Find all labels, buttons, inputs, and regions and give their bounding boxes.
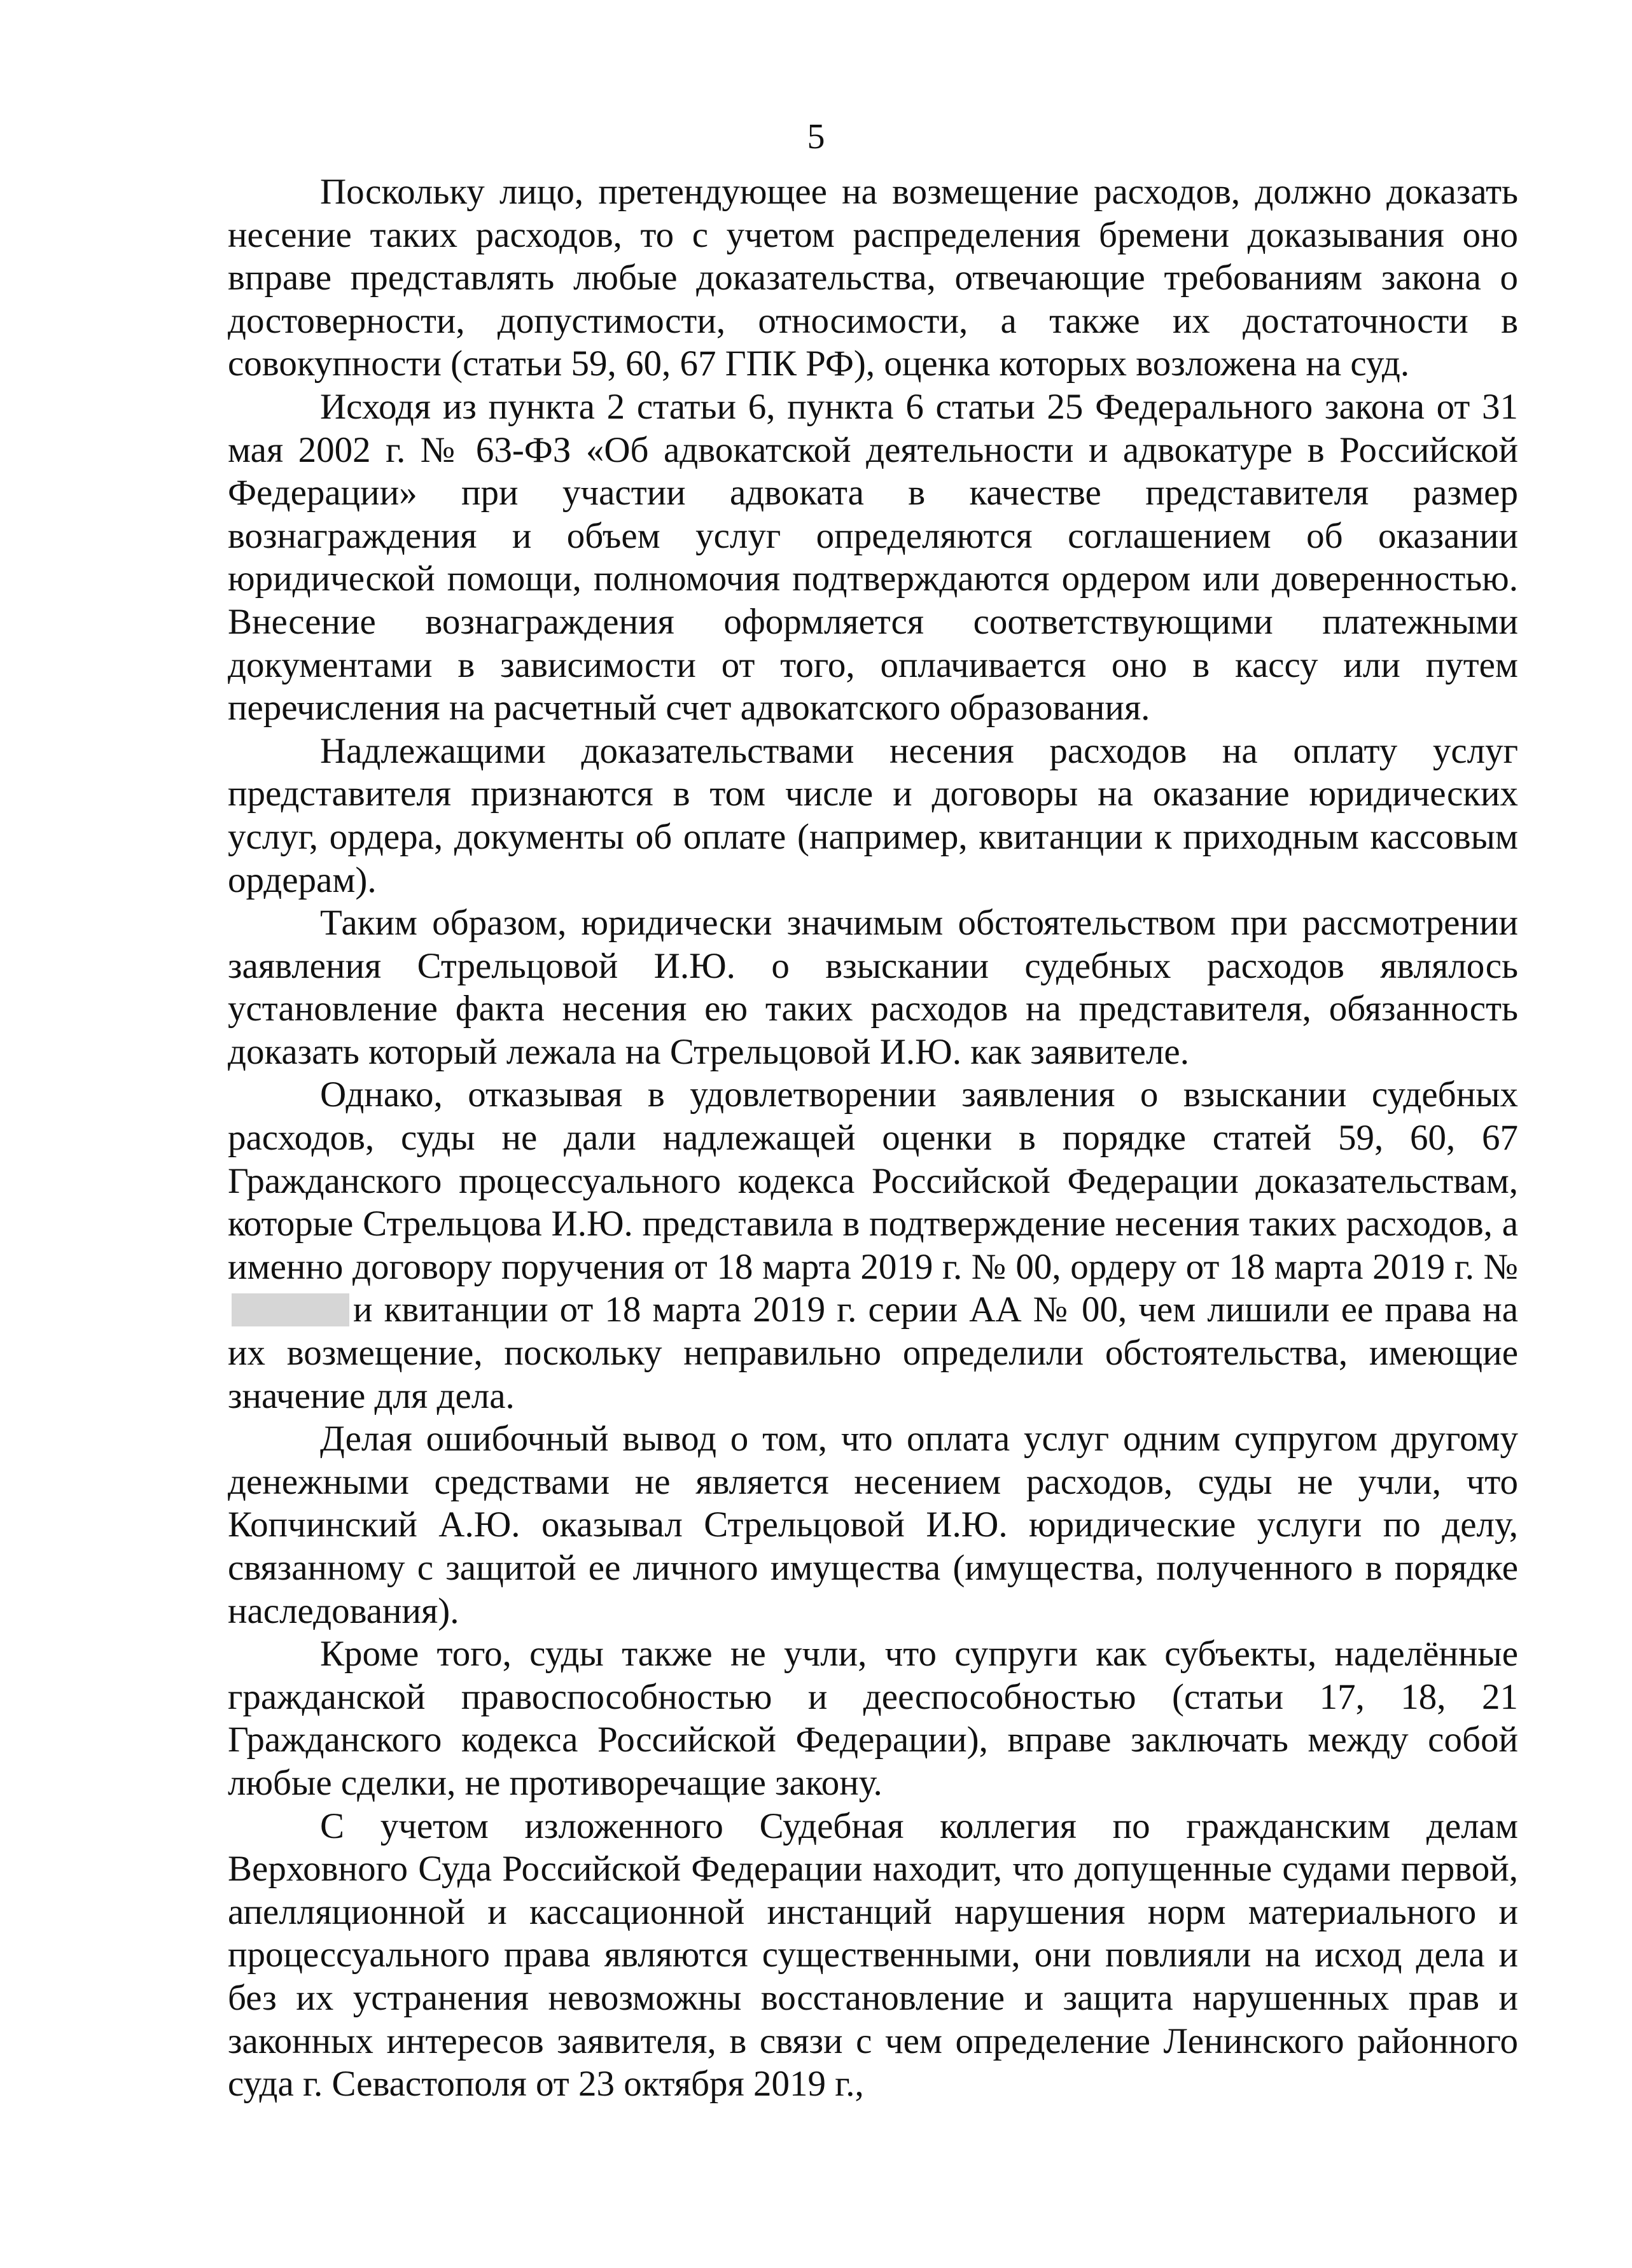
paragraph-courts-assessment [228,1073,1518,1417]
paragraph-burden-of-proof: Поскольку лицо, претендующее на возмещение расходов, должно доказать несение таких расходов, то с учетом распределения бремени доказывания оно вправе представлять любые доказательства, отвечающие требованиям закона о достоверности, допустимости, относимости, а также их достаточности в совокупности (статьи 59, 60, 67 ГПК РФ), оценка которых возложена на суд. [228,172,1518,384]
document-body [228,170,1518,2106]
paragraph-advocacy-law: Исходя из пункта 2 статьи 6, пункта 6 статьи 25 Федерального закона от 31 мая 2002 г. № 63-ФЗ «Об адвокатской деятельности и адвокатуре в Российской Федерации» при участии адвоката в качестве представителя размер вознаграждения и объем услуг определяются соглашением об оказании юридической помощи, полномочия подтверждаются ордером или доверенностью. Внесение вознаграждения оформляется соответствующими платежными документами в зависимости от того, оплачивается оно в кассу или путем перечисления на расчетный счет адвокатского образования. [228,386,1518,728]
paragraph-spouse-payment: Делая ошибочный вывод о том, что оплата услуг одним супругом другому денежными средствами не является несением расходов, суды не учли, что Копчинский А.Ю. оказывал Стрельцовой И.Ю. юридические услуги по делу, связанному с защитой ее личного имущества (имущества, полученного в порядке наследования). [228,1419,1518,1631]
paragraph-courts-assessment-text-before: Однако, отказывая в удовлетворении заявления о взыскании судебных расходов, суды не дали надлежащей оценки в порядке статей 59, 60, 67 Гражданского процессуального кодекса Российской Федерации доказательствам, которые Стрельцова И.Ю. представила в подтверждение несения таких расходов, а именно договору поручения от 18 марта 2019 г. № 00, ордеру от 18 марта 2019 г. № [228,1075,1518,1287]
page-number: 5 [807,117,825,157]
paragraph-courts-assessment-text-after: и квитанции от 18 марта 2019 г. серии АА № 00, чем лишили ее права на их возмещение, поскольку неправильно определили обстоятельства, имеющие значение для дела. [228,1290,1518,1416]
paragraph-legally-significant-fact: Таким образом, юридически значимым обстоятельством при рассмотрении заявления Стрельцовой И.Ю. о взыскании судебных расходов являлось установление факта несения ею таких расходов на представителя, обязанность доказать который лежала на Стрельцовой И.Ю. как заявителе. [228,903,1518,1072]
paragraph-spouses-capacity: Кроме того, суды также не учли, что супруги как субъекты, наделённые гражданской правоспособностью и дееспособностью (статьи 17, 18, 21 Гражданского кодекса Российской Федерации), вправе заключать между собой любые сделки, не противоречащие закону. [228,1634,1518,1803]
redacted-number [232,1293,349,1326]
paragraph-conclusion: С учетом изложенного Судебная коллегия по гражданским делам Верховного Суда Российской Федерации находит, что допущенные судами первой, апелляционной и кассационной инстанций нарушения норм материального и процессуального права являются существенными, они повлияли на исход дела и без их устранения невозможны восстановление и защита нарушенных прав и законных интересов заявителя, в связи с чем определение Ленинского районного суда г. Севастополя от 23 октября 2019 г., [228,1805,1518,2105]
paragraph-proper-evidence: Надлежащими доказательствами несения расходов на оплату услуг представителя признаются в том числе и договоры на оказание юридических услуг, ордера, документы об оплате (например, квитанции к приходным кассовым ордерам). [228,730,1518,900]
